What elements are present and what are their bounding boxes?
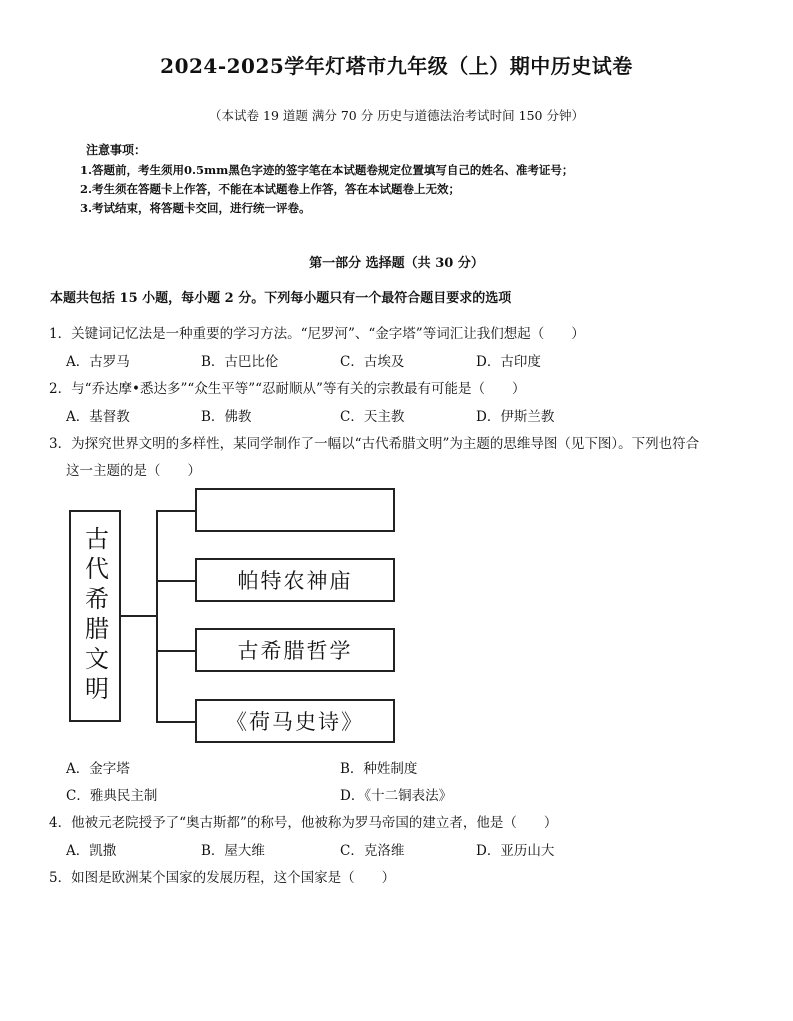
question-1-option-d[interactable]: D．古印度	[476, 354, 541, 370]
question-2-stem: 2．与“乔达摩•悉达多”“众生平等”“忍耐顺从”等有关的宗教最有可能是（ ）	[49, 381, 526, 397]
mind-map-branch-philosophy: 古希腊哲学	[195, 628, 395, 672]
question-3-option-b[interactable]: B．种姓制度	[340, 761, 418, 777]
connector-branch-3	[156, 650, 196, 652]
connector-branch-2	[156, 580, 196, 582]
question-4-option-a[interactable]: A．凯撒	[66, 843, 117, 859]
section-heading: 第一部分 选择题（共 30 分）	[309, 256, 484, 271]
question-3-option-c[interactable]: C．雅典民主制	[66, 788, 158, 804]
section-instruction: 本题共包括 15 小题，每小题 2 分。下列每小题只有一个最符合题目要求的选项	[50, 291, 512, 306]
question-2-option-b[interactable]: B．佛教	[201, 409, 252, 425]
question-1-option-a[interactable]: A．古罗马	[66, 354, 130, 370]
notice-heading: 注意事项：	[86, 143, 147, 157]
notice-item-1: 1.答题前，考生须用0.5mm黑色字迹的签字笔在本试题卷规定位置填写自己的姓名、准考证号；	[80, 163, 574, 177]
notice-item-2: 2.考生须在答题卡上作答，不能在本试题卷上作答，答在本试题卷上无效；	[80, 182, 461, 196]
connector-branch-1	[156, 510, 196, 512]
question-5-stem: 5．如图是欧洲某个国家的发展历程，这个国家是（ ）	[49, 870, 396, 886]
question-4-option-d[interactable]: D．亚历山大	[476, 843, 555, 859]
question-1-stem: 1．关键词记忆法是一种重要的学习方法。“尼罗河”、“金字塔”等词汇让我们想起（ ）	[49, 326, 585, 342]
question-4-stem: 4．他被元老院授予了“奥古斯都”的称号，他被称为罗马帝国的建立者，他是（ ）	[49, 815, 558, 831]
connector-branch-4	[156, 721, 196, 723]
question-3-stem-line-1: 3．为探究世界文明的多样性，某同学制作了一幅以“古代希腊文明”为主题的思维导图（见下图）。下列也符合	[49, 436, 700, 452]
question-2-option-c[interactable]: C．天主教	[340, 409, 405, 425]
question-3-option-a[interactable]: A．金字塔	[66, 761, 130, 777]
connector-vertical	[156, 511, 158, 722]
question-2-option-a[interactable]: A．基督教	[66, 409, 130, 425]
question-1-option-b[interactable]: B．古巴比伦	[201, 354, 279, 370]
mind-map-root: 古代希腊文明	[69, 510, 121, 722]
notice-item-3: 3.考试结束，将答题卡交回，进行统一评卷。	[80, 201, 311, 215]
question-3-option-d[interactable]: D．《十二铜表法》	[340, 788, 453, 804]
mind-map-branch-blank	[195, 488, 395, 532]
exam-subtitle: （本试卷 19 道题 满分 70 分 历史与道德法治考试时间 150 分钟）	[209, 108, 584, 123]
connector-root	[121, 615, 158, 617]
question-4-option-c[interactable]: C．克洛维	[340, 843, 405, 859]
question-4-option-b[interactable]: B．屋大维	[201, 843, 265, 859]
mind-map-branch-homer: 《荷马史诗》	[195, 699, 395, 743]
exam-title: 2024-2025学年灯塔市九年级（上）期中历史试卷	[160, 54, 633, 78]
question-3-stem-line-2: 这一主题的是（ ）	[66, 463, 201, 479]
mind-map-branch-parthenon: 帕特农神庙	[195, 558, 395, 602]
question-2-option-d[interactable]: D．伊斯兰教	[476, 409, 555, 425]
question-1-option-c[interactable]: C．古埃及	[340, 354, 405, 370]
